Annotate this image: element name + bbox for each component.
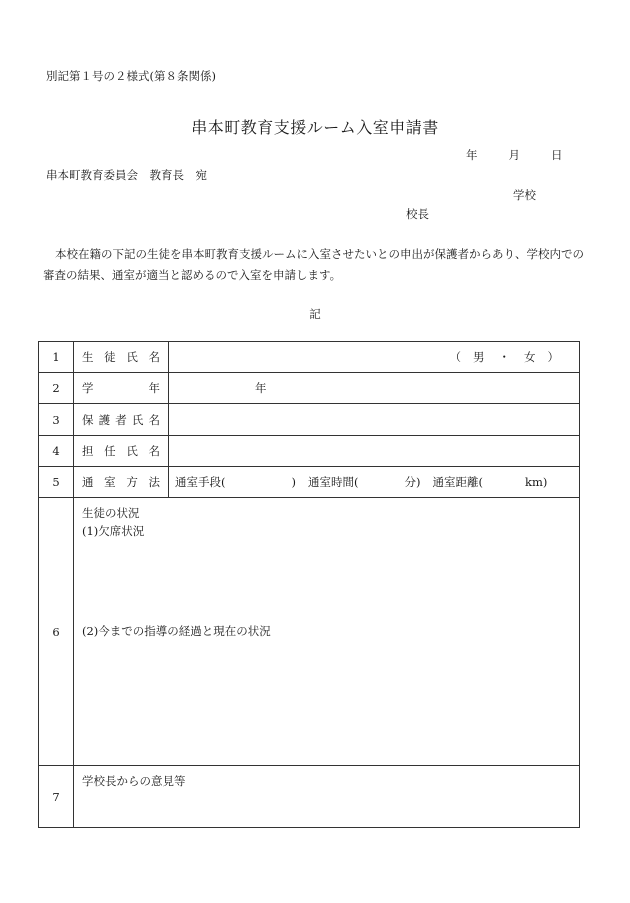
commute-time-label: 通室時間(: [308, 475, 359, 489]
table-row: [39, 766, 580, 828]
teacher-name-field[interactable]: [169, 436, 580, 467]
commute-means-label: 通室手段(: [175, 475, 226, 489]
gender-dot: ・: [498, 350, 510, 364]
label-guardian-name: [74, 404, 169, 436]
gender-selector[interactable]: [450, 349, 560, 365]
guidance-history-label: (2)今までの指導の経過と現在の状況: [82, 624, 271, 638]
student-status-heading: 生徒の状況: [82, 506, 140, 520]
principal-label: 校長: [406, 207, 429, 221]
spread-label: 保 護 者 氏 名: [82, 412, 160, 427]
spread-label: 担 任 氏 名: [82, 444, 160, 458]
table-row: [39, 404, 580, 436]
label-grade: [74, 373, 169, 404]
grade-suffix: 年: [255, 381, 267, 395]
date-day: 日: [551, 148, 563, 162]
date-line: [466, 147, 563, 163]
addressee: 串本町教育委員会 教育長 宛: [46, 168, 207, 182]
table-row: [39, 436, 580, 467]
gender-male[interactable]: 男: [473, 350, 485, 364]
row-number: 6: [39, 498, 74, 766]
absence-status-label: (1)欠席状況: [82, 524, 145, 538]
label-teacher-name: [74, 436, 169, 467]
table-row: [39, 342, 580, 373]
ki-heading: 記: [309, 307, 321, 321]
row-number: 1: [39, 342, 74, 373]
row-number: 4: [39, 436, 74, 467]
commute-field[interactable]: [169, 467, 580, 498]
spread-label: 学 年: [82, 381, 160, 395]
student-status-field[interactable]: [74, 498, 580, 766]
date-year: 年: [466, 148, 478, 162]
school-label: 学校: [513, 188, 536, 202]
principal-opinion-heading: 学校長からの意見等: [82, 774, 186, 788]
commute-distance-label: 通室距離(: [432, 475, 483, 489]
commute-line: [175, 474, 579, 490]
principal-opinion-field[interactable]: [74, 766, 580, 828]
application-table: [38, 341, 580, 828]
spread-label: 通 室 方 法: [82, 475, 160, 489]
row-number: 2: [39, 373, 74, 404]
grade-field[interactable]: [169, 373, 580, 404]
date-month: 月: [508, 148, 520, 162]
commute-means-close: ): [291, 475, 296, 489]
row-number: 7: [39, 766, 74, 828]
guardian-name-field[interactable]: [169, 404, 580, 436]
body-paragraph: 本校在籍の下記の生徒を串本町教育支援ルームに入室させたいとの申出が保護者からあり、学校内での審査の結果、通室が適当と認めるので入室を申請します。: [43, 247, 584, 282]
commute-distance-unit: km): [525, 475, 548, 489]
commute-time-unit: 分): [404, 475, 421, 489]
table-row: [39, 498, 580, 766]
label-commute-method: [74, 467, 169, 498]
student-name-field[interactable]: [169, 342, 580, 373]
table-row: [39, 467, 580, 498]
gender-open-paren: （: [449, 350, 461, 364]
row-number: 5: [39, 467, 74, 498]
gender-female[interactable]: 女: [524, 350, 536, 364]
gender-close-paren: ）: [547, 350, 559, 364]
form-number-label: 別記第１号の２様式(第８条関係): [46, 69, 216, 83]
spread-label: 生 徒 氏 名: [82, 350, 160, 364]
document-title: 串本町教育支援ルーム入室申請書: [191, 118, 439, 137]
table-row: [39, 373, 580, 404]
row-number: 3: [39, 404, 74, 436]
label-student-name: [74, 342, 169, 373]
